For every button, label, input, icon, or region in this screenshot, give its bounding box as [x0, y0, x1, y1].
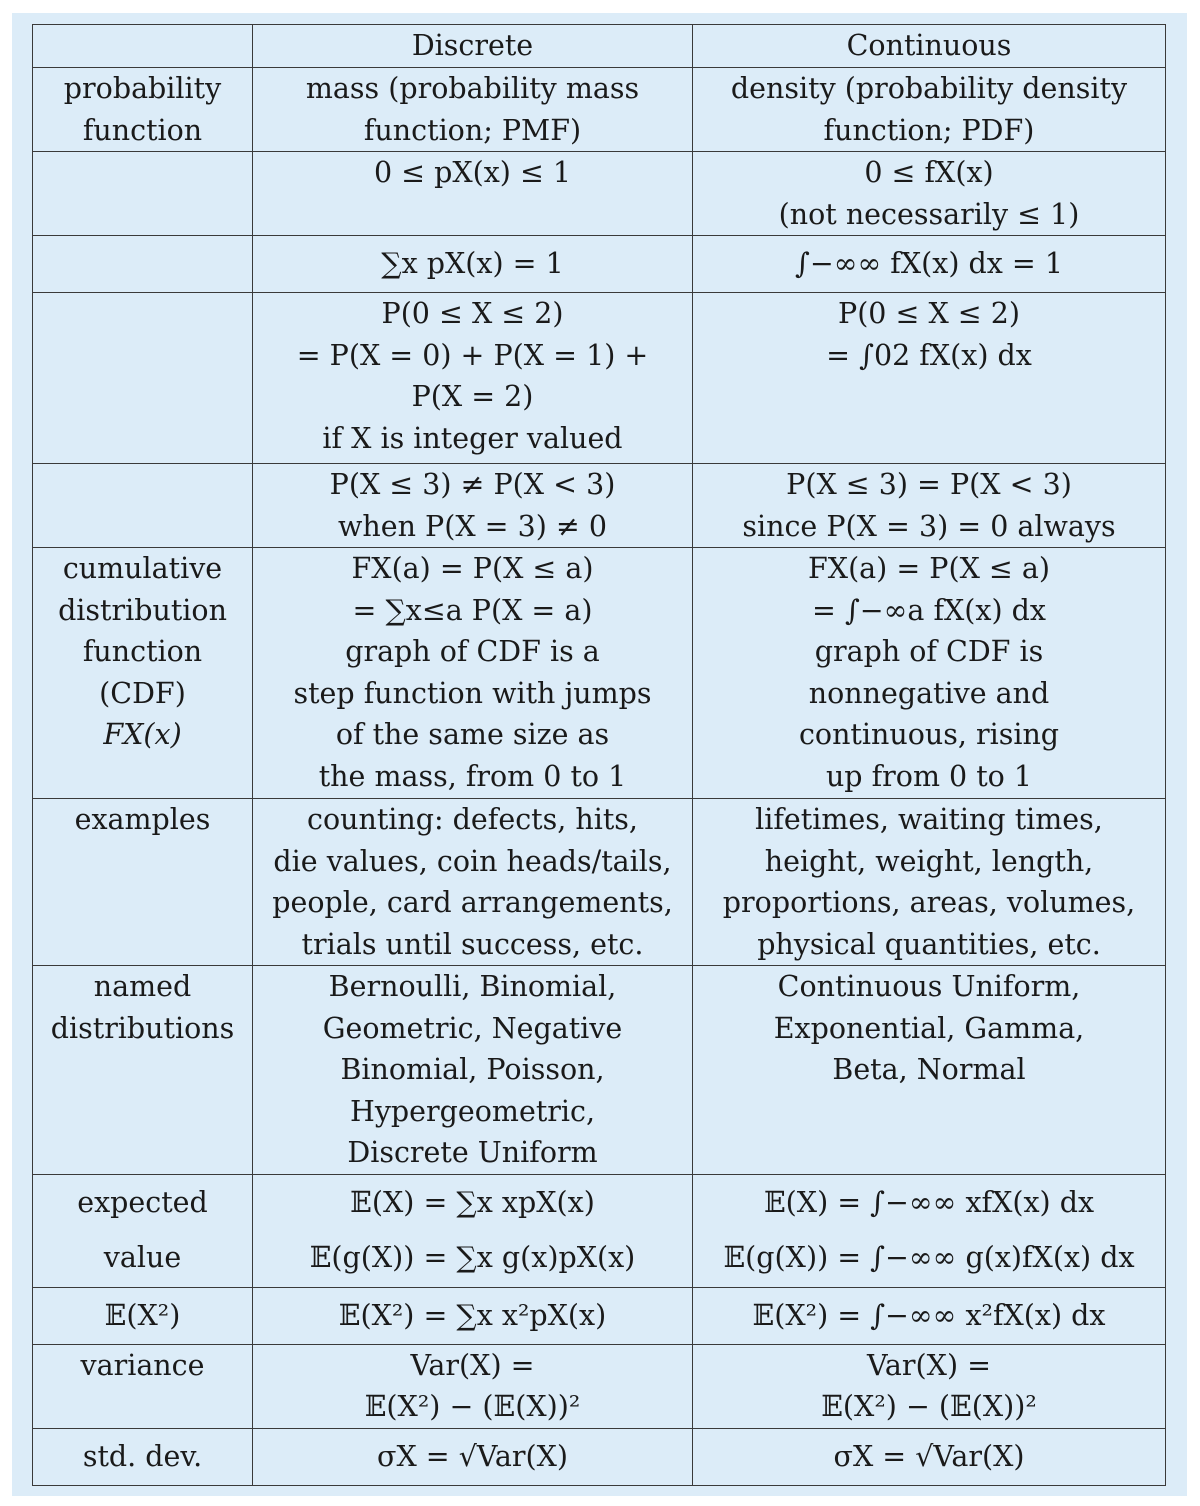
discrete-cell: Bernoulli, Binomial, Geometric, Negative Binomial, Poisson, Hypergeometric, Discrete Uniform	[253, 966, 693, 1175]
table-row	[33, 548, 1166, 799]
discrete-cell: Var(X) = 𝔼(X²) − (𝔼(X))²	[253, 1344, 693, 1428]
table-row	[33, 293, 1166, 464]
row-label	[33, 236, 253, 293]
continuous-cell: P(X ≤ 3) = P(X < 3) since P(X = 3) = 0 always	[693, 464, 1166, 548]
table-row	[33, 236, 1166, 293]
discrete-cell: 𝔼(X²) = ∑x x²pX(x)	[253, 1287, 693, 1344]
header-continuous: Continuous	[846, 29, 1012, 62]
continuous-cell: FX(a) = P(X ≤ a) = ∫−∞a fX(x) dx graph of CDF is nonnegative and continuous, rising up from 0 to 1	[693, 548, 1166, 799]
row-label: named distributions	[33, 966, 253, 1175]
table-row	[33, 799, 1166, 966]
table-row	[33, 68, 1166, 152]
discrete-cell: P(X ≤ 3) ≠ P(X < 3) when P(X = 3) ≠ 0	[253, 464, 693, 548]
discrete-cell: ∑x pX(x) = 1	[253, 236, 693, 293]
row-label	[33, 293, 253, 464]
discrete-cell: 𝔼(X) = ∑x xpX(x) 𝔼(g(X)) = ∑x g(x)pX(x)	[253, 1174, 693, 1287]
row-label: 𝔼(X²)	[33, 1287, 253, 1344]
discrete-cell: P(0 ≤ X ≤ 2) = P(X = 0) + P(X = 1) + P(X = 2) if X is integer valued	[253, 293, 693, 464]
continuous-cell: Continuous Uniform, Exponential, Gamma, Beta, Normal	[693, 966, 1166, 1175]
header-cell-continuous	[693, 25, 1166, 68]
continuous-cell: 𝔼(X²) = ∫−∞∞ x²fX(x) dx	[693, 1287, 1166, 1344]
row-label: expected value	[33, 1174, 253, 1287]
continuous-cell: ∫−∞∞ fX(x) dx = 1	[693, 236, 1166, 293]
row-label: examples	[33, 799, 253, 966]
table-row	[33, 1344, 1166, 1428]
continuous-cell: density (probability density function; PDF)	[693, 68, 1166, 152]
continuous-cell: lifetimes, waiting times, height, weight, length, proportions, areas, volumes, physical quantities, etc.	[693, 799, 1166, 966]
continuous-cell: P(0 ≤ X ≤ 2) = ∫02 fX(x) dx	[693, 293, 1166, 464]
table-row	[33, 1174, 1166, 1287]
header-row	[33, 25, 1166, 68]
header-cell-discrete	[253, 25, 693, 68]
table-row	[33, 1287, 1166, 1344]
table-row	[33, 152, 1166, 236]
discrete-cell: FX(a) = P(X ≤ a) = ∑x≤a P(X = a) graph of CDF is a step function with jumps of the same size as the mass, from 0 to 1	[253, 548, 693, 799]
continuous-cell: Var(X) = 𝔼(X²) − (𝔼(X))²	[693, 1344, 1166, 1428]
row-label: variance	[33, 1344, 253, 1428]
table-row	[33, 966, 1166, 1175]
table-row	[33, 1428, 1166, 1485]
row-label: probability function	[33, 68, 253, 152]
table-row	[33, 464, 1166, 548]
row-label	[33, 152, 253, 236]
row-label: std. dev.	[33, 1428, 253, 1485]
discrete-cell: σX = √Var(X)	[253, 1428, 693, 1485]
header-cell-empty	[33, 25, 253, 68]
discrete-cell: counting: defects, hits, die values, coin heads/tails, people, card arrangements, trials until success, etc.	[253, 799, 693, 966]
row-label	[33, 464, 253, 548]
distribution-comparison-table	[32, 24, 1166, 1486]
continuous-cell: 𝔼(X) = ∫−∞∞ xfX(x) dx 𝔼(g(X)) = ∫−∞∞ g(x)fX(x) dx	[693, 1174, 1166, 1287]
discrete-cell: mass (probability mass function; PMF)	[253, 68, 693, 152]
discrete-cell: 0 ≤ pX(x) ≤ 1	[253, 152, 693, 236]
continuous-cell: 0 ≤ fX(x) (not necessarily ≤ 1)	[693, 152, 1166, 236]
continuous-cell: σX = √Var(X)	[693, 1428, 1166, 1485]
row-label: cumulative distribution function (CDF) FX(x)	[33, 548, 253, 799]
table-background	[12, 13, 1187, 1496]
header-discrete: Discrete	[411, 29, 534, 62]
